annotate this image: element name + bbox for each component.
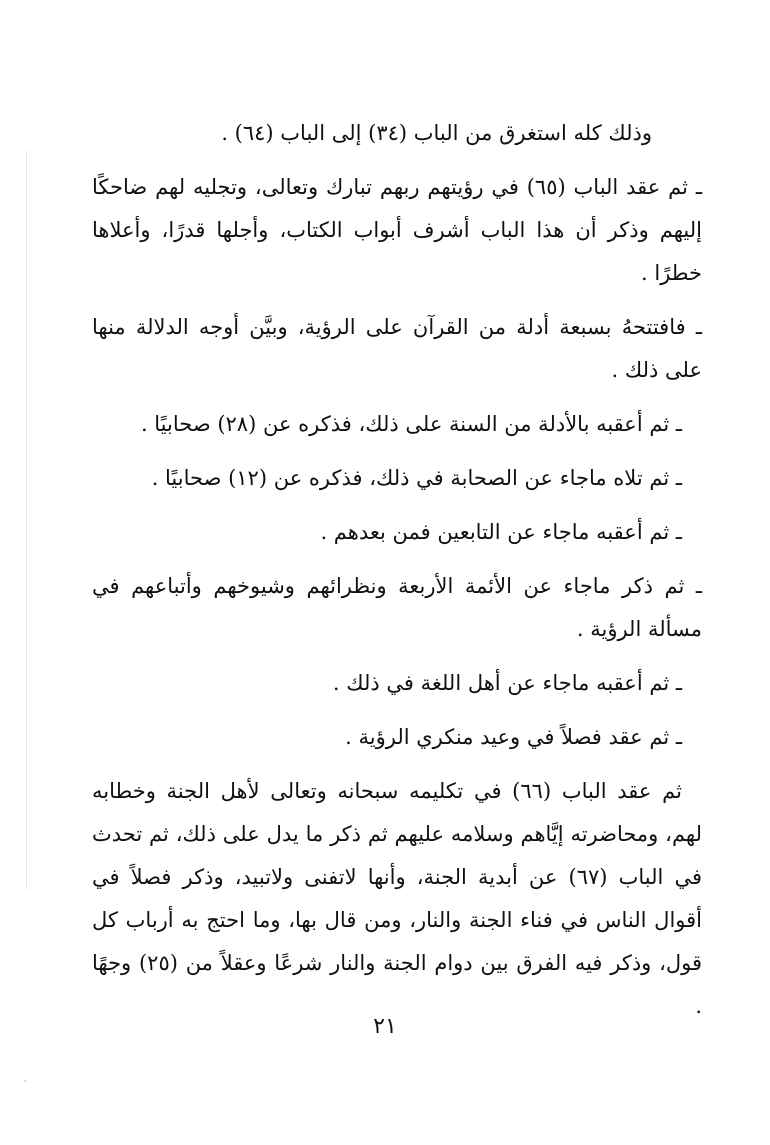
- paragraph-sunnah-evidence: ـ ثم أعقبه بالأدلة من السنة على ذلك، فذكره عن (٢٨) صحابيًا .: [140, 412, 682, 436]
- paragraph-successors: ـ ثم أعقبه ماجاء عن التابعين فمن بعدهم .: [320, 520, 682, 544]
- paragraph-chapter-65: ـ ثم عقد الباب (٦٥) في رؤيتهم ربهم تبارك وتعالى، وتجليه لهم ضاحكًا إليهم وذكر أن هذا الباب أشرف أبواب الكتاب، وأجلها قدرًا، وأعلاها خطرًا .: [92, 175, 702, 285]
- scan-edge-shadow: [26, 150, 27, 890]
- paragraph-chapter-66-67: ثم عقد الباب (٦٦) في تكليمه سبحانه وتعالى لأهل الجنة وخطابه لهم، ومحاضرته إيَّاهم وسلامه عليهم ثم ذكر ما يدل على ذلك، ثم تحدث في الباب (٦٧) عن أبدية الجنة، وأنها لاتفنى ولاتبيد، وذكر فصلاً في أقوال الناس في فناء الجنة والنار، ومن قال بها، وما احتج به أرباب كل قول، وذكر فيه الفرق بين دوام الجنة والنار شرعًا وعقلاً من (٢٥) وجهًا .: [92, 779, 703, 1018]
- paragraph-language-scholars: ـ ثم أعقبه ماجاء عن أهل اللغة في ذلك .: [332, 671, 682, 695]
- page-number: ٢١: [373, 1014, 397, 1039]
- paragraph-quran-evidence: ـ فافتتحهُ بسبعة أدلة من القرآن على الرؤية، وبيَّن أوجه الدلالة منها على ذلك .: [92, 315, 702, 382]
- page-body: [92, 112, 702, 1039]
- paragraph-four-imams: ـ ثم ذكر ماجاء عن الأئمة الأربعة ونظرائهم وشيوخهم وأتباعهم في مسألة الرؤية .: [92, 574, 702, 641]
- paragraph-chapters-range: وذلك كله استغرق من الباب (٣٤) إلى الباب (٦٤) .: [221, 121, 652, 145]
- paragraph-companions: ـ ثم تلاه ماجاء عن الصحابة في ذلك، فذكره عن (١٢) صحابيًا .: [151, 466, 682, 490]
- paragraph-deniers-warning: ـ ثم عقد فصلاً في وعيد منكري الرؤية .: [345, 725, 682, 749]
- scan-speck: [24, 1080, 26, 1082]
